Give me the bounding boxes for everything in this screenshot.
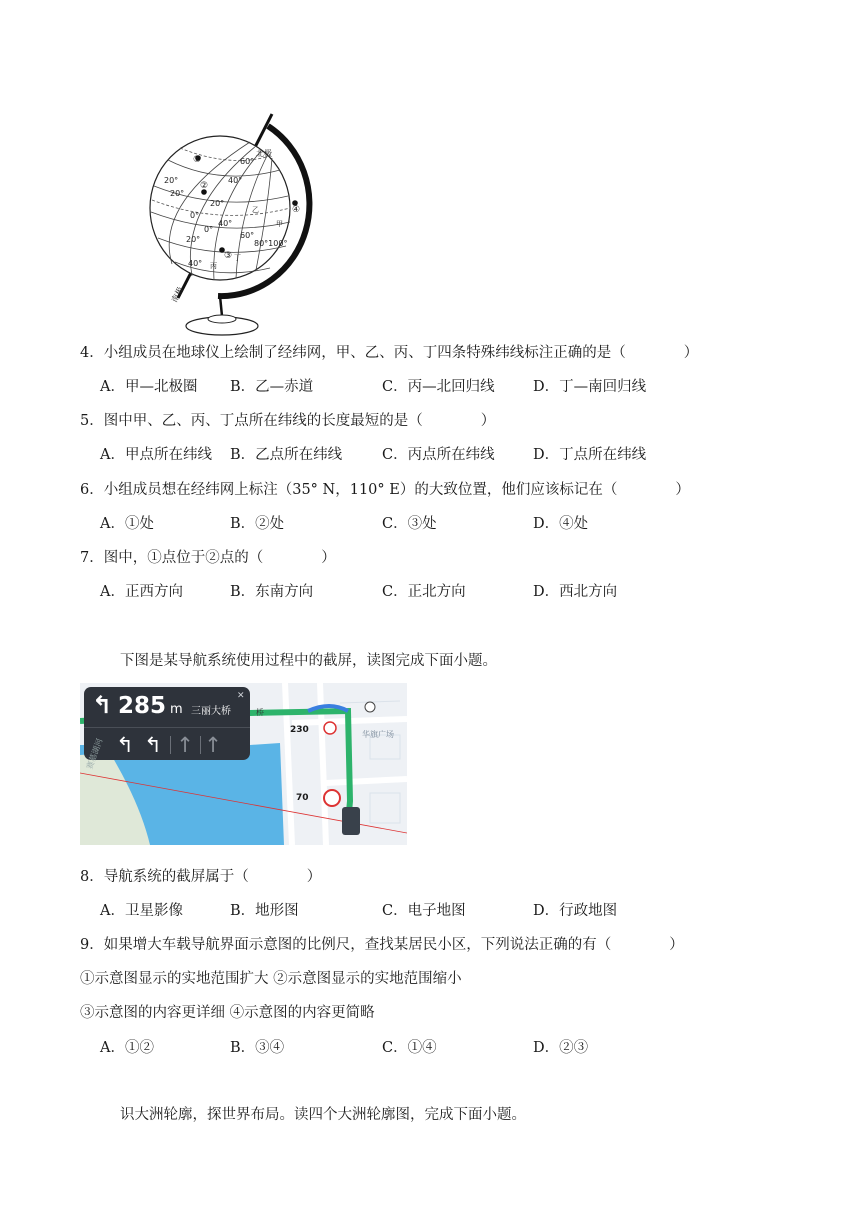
jia-label: 甲 xyxy=(276,220,283,228)
globe-base-neck xyxy=(208,315,236,323)
turn-distance: 285 xyxy=(118,693,167,719)
q5-option-c: C．丙点所在纬线 xyxy=(382,447,495,463)
question-6-stem: 6．小组成员想在经纬网上标注（35° N，110° E）的大致位置，他们应该标记在（ ） xyxy=(80,482,690,498)
lane-divider xyxy=(170,736,171,754)
lat-20a-label: 20° xyxy=(164,176,179,185)
q6-option-d: D．④处 xyxy=(533,516,589,532)
q9-option-b: B．③④ xyxy=(230,1040,285,1056)
q7-option-b: B．东南方向 xyxy=(230,584,314,600)
lat-40s-label: 40° xyxy=(188,259,203,268)
pedestrian-sign-icon xyxy=(324,790,340,806)
q7-option-c: C．正北方向 xyxy=(382,584,466,600)
q8-option-a: A．卫星影像 xyxy=(100,903,183,919)
q4-option-b: B．乙—赤道 xyxy=(230,379,314,395)
traffic-camera-icon xyxy=(365,702,375,712)
q8-option-c: C．电子地图 xyxy=(382,903,466,919)
lat-40-label: 40° xyxy=(218,219,233,228)
q4-option-c: C．丙—北回归线 xyxy=(382,379,495,395)
q4-option-d: D．丁—南回归线 xyxy=(533,379,647,395)
next-road-name: 三丽大桥 xyxy=(191,706,231,717)
distance-badge-230: 230 xyxy=(290,725,309,735)
nav-instruction-card xyxy=(84,687,250,760)
lane-guidance xyxy=(84,728,250,760)
distance-badge-70: 70 xyxy=(296,793,309,803)
globe-figure xyxy=(140,108,340,340)
q9-option-c: C．①④ xyxy=(382,1040,437,1056)
q7-option-d: D．西北方向 xyxy=(533,584,618,600)
lon-20-label: 20° xyxy=(170,189,185,198)
river-label: 赛墓湖河 xyxy=(84,737,105,771)
lat-60-label: 60° xyxy=(240,157,255,166)
question-9-stem: 9．如果增大车载导航界面示意图的比例尺，查找某居民小区，下列说法正确的有（ ） xyxy=(80,937,684,953)
car-marker xyxy=(342,807,360,835)
turn-distance-unit: m xyxy=(170,702,183,717)
lane-left-turn-icon: ↰ xyxy=(116,733,134,757)
nav-intro-text: 下图是某导航系统使用过程中的截屏，读图完成下面小题。 xyxy=(120,653,497,669)
point-4-label: ④ xyxy=(292,205,301,215)
lane-straight-icon: ↑ xyxy=(176,733,194,757)
q5-option-b: B．乙点所在纬线 xyxy=(230,447,343,463)
question-4-stem: 4．小组成员在地球仪上绘制了经纬网，甲、乙、丙、丁四条特殊纬线标注正确的是（ ） xyxy=(80,345,699,361)
q9-statement-line-1: ①示意图显示的实地范围扩大 ②示意图显示的实地范围缩小 xyxy=(80,971,462,987)
continents-intro-text: 识大洲轮廓，探世界布局。读四个大洲轮廓图，完成下面小题。 xyxy=(120,1107,526,1123)
question-7-stem: 7．图中，①点位于②点的（ ） xyxy=(80,550,336,566)
bridge-label: 桥 xyxy=(256,708,264,717)
bing-label: 丙 xyxy=(210,262,217,270)
q9-option-d: D．②③ xyxy=(533,1040,589,1056)
close-icon[interactable]: ✕ xyxy=(237,691,245,701)
navigation-screenshot xyxy=(80,683,407,845)
turn-left-icon: ↰ xyxy=(92,691,113,719)
lane-straight-icon: ↑ xyxy=(204,733,222,757)
q7-option-a: A．正西方向 xyxy=(100,584,183,600)
lat-20s-label: 20° xyxy=(186,235,201,244)
point-1-label: ① xyxy=(193,155,202,165)
lon-0-label: 0° xyxy=(190,211,200,220)
yi-label: 乙 xyxy=(252,206,259,214)
lat-40n-label: 40° xyxy=(228,176,243,185)
question-5-stem: 5．图中甲、乙、丙、丁点所在纬线的长度最短的是（ ） xyxy=(80,413,496,429)
q4-option-a: A．甲—北极圈 xyxy=(100,379,198,395)
q9-option-a: A．①② xyxy=(100,1040,154,1056)
q8-option-d: D．行政地图 xyxy=(533,903,618,919)
plaza-label: 华旗广场 xyxy=(362,730,394,739)
q6-option-b: B．②处 xyxy=(230,516,285,532)
point-2-label: ② xyxy=(200,181,209,191)
south-pole-label: 南极 xyxy=(169,285,186,304)
point-3-label: ③ xyxy=(224,251,233,261)
speed-camera-icon xyxy=(324,722,336,734)
lat-0-label: 0° xyxy=(204,225,214,234)
lane-left-turn-icon: ↰ xyxy=(144,733,162,757)
lon-80-100-label: 80°100° xyxy=(254,239,288,248)
lane-divider xyxy=(200,736,201,754)
nav-instruction-top xyxy=(84,687,250,728)
q6-option-c: C．③处 xyxy=(382,516,437,532)
q5-option-a: A．甲点所在纬线 xyxy=(100,447,212,463)
ding-label: 丁 xyxy=(234,254,241,262)
north-pole-label: 北极 xyxy=(256,149,272,158)
q8-option-b: B．地形图 xyxy=(230,903,299,919)
q6-option-a: A．①处 xyxy=(100,516,154,532)
lon-60-label: 60° xyxy=(240,231,255,240)
q5-option-d: D．丁点所在纬线 xyxy=(533,447,647,463)
question-8-stem: 8．导航系统的截屏属于（ ） xyxy=(80,869,322,885)
q9-statement-line-2: ③示意图的内容更详细 ④示意图的内容更简略 xyxy=(80,1005,375,1021)
lat-20b-label: 20° xyxy=(210,199,225,208)
